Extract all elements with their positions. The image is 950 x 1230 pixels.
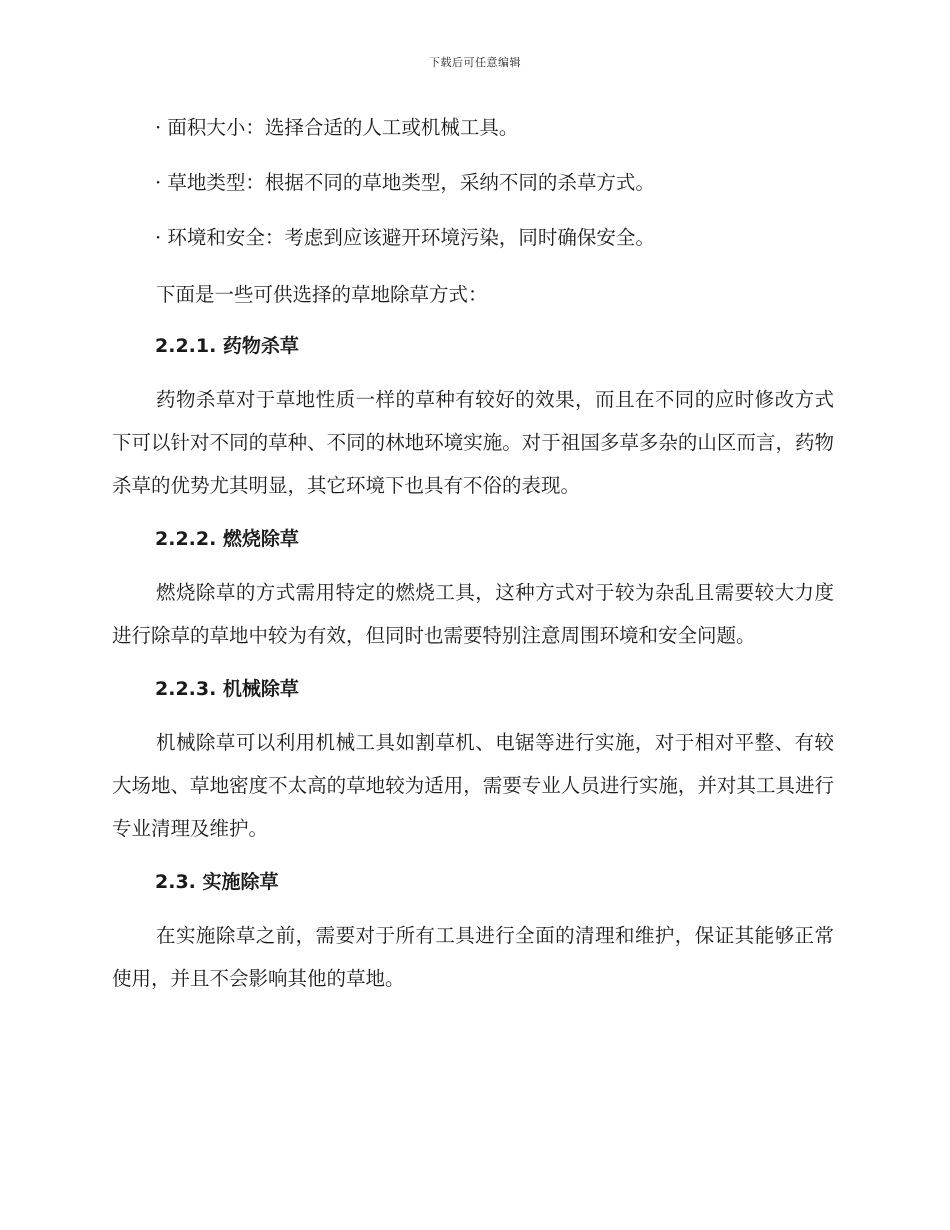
page-header: 下载后可任意编辑 — [429, 56, 521, 69]
bullet-item-grass-type: · 草地类型：根据不同的草地类型，采纳不同的杀草方式。 — [155, 171, 655, 194]
section-body-burning: 燃烧除草的方式需用特定的燃烧工具，这种方式对于较为杂乱且需要较大力度进行除草的草地中较为有效，但同时也需要特别注意周围环境和安全问题。 — [112, 581, 834, 647]
section-heading-mechanical: 2.2.3. 机械除草 — [155, 678, 299, 700]
section-body-mechanical: 机械除草可以利用机械工具如割草机、电锯等进行实施，对于相对平整、有较大场地、草地密度不太高的草地较为适用，需要专业人员进行实施，并对其工具进行专业清理及维护。 — [112, 731, 834, 840]
bullet-item-area: · 面积大小：选择合适的人工或机械工具。 — [155, 116, 519, 139]
document-body — [112, 108, 834, 1012]
bullet-item-environment-safety: · 环境和安全：考虑到应该避开环境污染，同时确保安全。 — [155, 226, 655, 249]
section-heading-chemical: 2.2.1. 药物杀草 — [155, 335, 299, 357]
section-body-chemical: 药物杀草对于草地性质一样的草种有较好的效果，而且在不同的应时修改方式下可以针对不同的草种、不同的林地环境实施。对于祖国多草多杂的山区而言，药物杀草的优势尤其明显，其它环境下也具有不俗的表现。 — [112, 388, 834, 497]
section-heading-implementation: 2.3. 实施除草 — [155, 871, 279, 893]
section-body-implementation: 在实施除草之前，需要对于所有工具进行全面的清理和维护，保证其能够正常使用，并且不会影响其他的草地。 — [112, 924, 834, 990]
section-heading-burning: 2.2.2. 燃烧除草 — [155, 528, 299, 550]
intro-paragraph: 下面是一些可供选择的草地除草方式： — [156, 283, 488, 306]
